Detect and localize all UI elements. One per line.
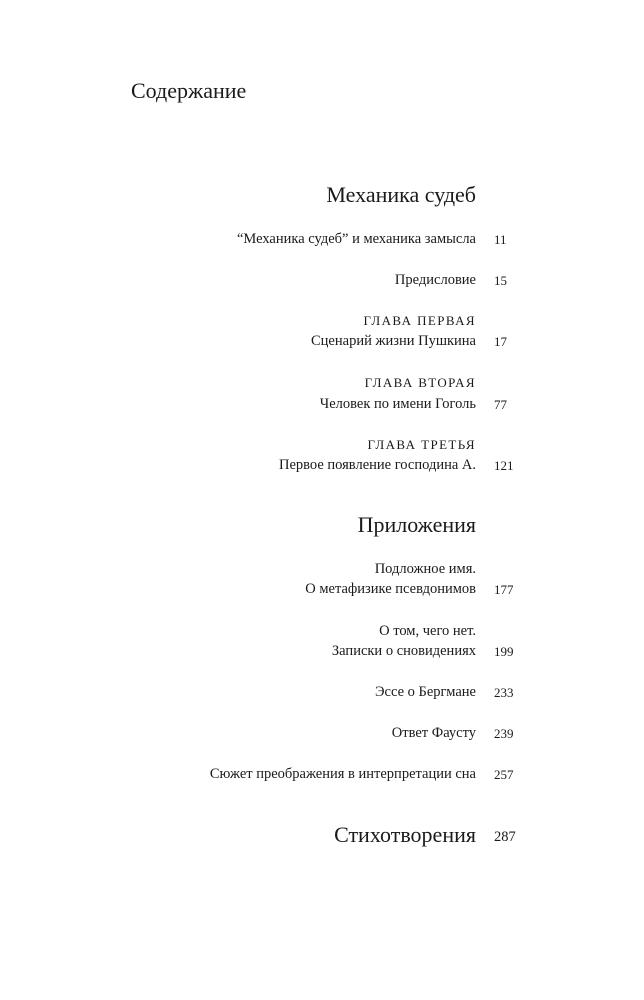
toc-entry-title: Сценарий жизни Пушкина: [311, 333, 476, 349]
chapter-caption: ГЛАВА ВТОРАЯ: [364, 375, 476, 390]
section-heading: Приложения: [357, 512, 476, 537]
toc-page-number: 239: [494, 726, 514, 741]
toc-page-number: 287: [494, 829, 516, 845]
toc-entry-title: Эссе о Бергмане: [374, 684, 476, 700]
toc-page-number: 77: [494, 397, 507, 412]
toc-entry-title: О том, чего нет.: [379, 623, 476, 639]
toc-entry-title: Ответ Фаусту: [391, 725, 476, 741]
toc-page-number: 17: [494, 334, 507, 349]
toc-entry-title: Человек по имени Гоголь: [319, 396, 476, 412]
chapter-caption: ГЛАВА ПЕРВАЯ: [363, 313, 476, 328]
section-heading: Стихотворения: [334, 822, 476, 847]
toc-entry-subtitle: Записки о сновидениях: [331, 643, 476, 659]
toc-entry-subtitle: О метафизике псевдонимов: [305, 581, 476, 597]
page-title: Содержание: [131, 78, 247, 103]
toc-page-number: 11: [494, 232, 507, 247]
toc-entry-title: Подложное имя.: [374, 561, 476, 577]
toc-page-number: 257: [494, 767, 514, 782]
toc-entry-title: “Механика судеб” и механика замысла: [236, 231, 476, 247]
toc-entry-title: Сюжет преображения в интерпретации сна: [209, 766, 476, 782]
toc-entry-title: Первое появление господина А.: [279, 457, 476, 473]
toc-page-number: 15: [494, 273, 507, 288]
section-heading: Механика судеб: [326, 182, 476, 207]
toc-page-number: 233: [494, 685, 514, 700]
toc-page-number: 199: [494, 644, 514, 659]
toc-page-number: 177: [494, 582, 514, 597]
toc-page-number: 121: [494, 458, 514, 473]
chapter-caption: ГЛАВА ТРЕТЬЯ: [367, 437, 476, 452]
toc-entry-title: Предисловие: [394, 272, 476, 288]
